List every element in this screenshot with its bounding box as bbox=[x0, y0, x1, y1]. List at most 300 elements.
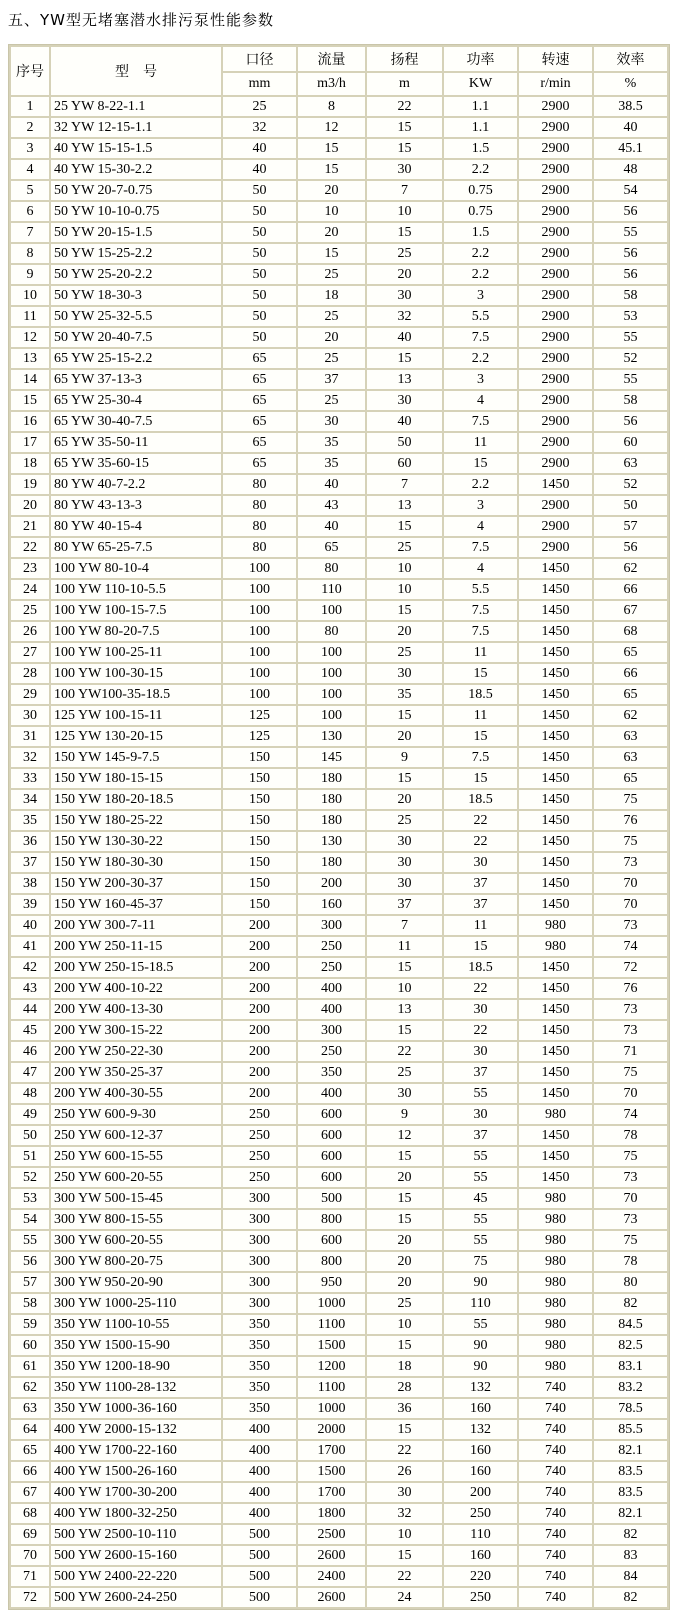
cell-model: 150 YW 160-45-37 bbox=[51, 895, 221, 914]
cell-model: 65 YW 25-30-4 bbox=[51, 391, 221, 410]
cell-flow: 2000 bbox=[298, 1420, 365, 1439]
cell-power: 0.75 bbox=[444, 181, 517, 200]
table-row bbox=[11, 1315, 667, 1334]
cell-speed: 740 bbox=[519, 1420, 592, 1439]
table-row bbox=[11, 139, 667, 158]
cell-diameter: 50 bbox=[223, 286, 296, 305]
cell-flow: 15 bbox=[298, 139, 365, 158]
table-row bbox=[11, 664, 667, 683]
table-row bbox=[11, 1021, 667, 1040]
table-row bbox=[11, 1210, 667, 1229]
cell-efficiency: 60 bbox=[594, 433, 667, 452]
table-row bbox=[11, 853, 667, 872]
cell-power: 15 bbox=[444, 454, 517, 473]
cell-diameter: 500 bbox=[223, 1525, 296, 1544]
table-row bbox=[11, 958, 667, 977]
cell-head: 10 bbox=[367, 1525, 442, 1544]
cell-power: 1.5 bbox=[444, 139, 517, 158]
table-row bbox=[11, 559, 667, 578]
cell-diameter: 200 bbox=[223, 1000, 296, 1019]
cell-speed: 1450 bbox=[519, 1042, 592, 1061]
cell-efficiency: 73 bbox=[594, 1021, 667, 1040]
cell-serial: 50 bbox=[11, 1126, 49, 1145]
cell-efficiency: 55 bbox=[594, 328, 667, 347]
cell-model: 150 YW 180-20-18.5 bbox=[51, 790, 221, 809]
cell-efficiency: 72 bbox=[594, 958, 667, 977]
cell-serial: 48 bbox=[11, 1084, 49, 1103]
cell-head: 30 bbox=[367, 286, 442, 305]
cell-diameter: 400 bbox=[223, 1441, 296, 1460]
cell-speed: 1450 bbox=[519, 958, 592, 977]
cell-power: 3 bbox=[444, 370, 517, 389]
cell-diameter: 25 bbox=[223, 97, 296, 116]
table-row bbox=[11, 1525, 667, 1544]
cell-serial: 70 bbox=[11, 1546, 49, 1565]
cell-efficiency: 70 bbox=[594, 874, 667, 893]
cell-diameter: 100 bbox=[223, 643, 296, 662]
cell-efficiency: 70 bbox=[594, 1189, 667, 1208]
cell-flow: 37 bbox=[298, 370, 365, 389]
cell-model: 100 YW 80-10-4 bbox=[51, 559, 221, 578]
cell-efficiency: 73 bbox=[594, 1168, 667, 1187]
cell-efficiency: 75 bbox=[594, 790, 667, 809]
cell-power: 18.5 bbox=[444, 685, 517, 704]
cell-diameter: 150 bbox=[223, 769, 296, 788]
cell-model: 200 YW 250-15-18.5 bbox=[51, 958, 221, 977]
cell-head: 20 bbox=[367, 1252, 442, 1271]
cell-speed: 980 bbox=[519, 1231, 592, 1250]
table-row bbox=[11, 1504, 667, 1523]
cell-flow: 20 bbox=[298, 223, 365, 242]
cell-serial: 1 bbox=[11, 97, 49, 116]
col-header-flow: 流量 bbox=[298, 47, 365, 71]
cell-head: 22 bbox=[367, 1567, 442, 1586]
table-row bbox=[11, 1231, 667, 1250]
cell-speed: 2900 bbox=[519, 202, 592, 221]
cell-diameter: 80 bbox=[223, 538, 296, 557]
cell-model: 150 YW 180-30-30 bbox=[51, 853, 221, 872]
cell-efficiency: 70 bbox=[594, 895, 667, 914]
cell-serial: 54 bbox=[11, 1210, 49, 1229]
cell-model: 100 YW 100-30-15 bbox=[51, 664, 221, 683]
cell-flow: 180 bbox=[298, 790, 365, 809]
table-row bbox=[11, 433, 667, 452]
cell-speed: 1450 bbox=[519, 979, 592, 998]
cell-serial: 19 bbox=[11, 475, 49, 494]
table-row bbox=[11, 538, 667, 557]
cell-efficiency: 55 bbox=[594, 370, 667, 389]
cell-model: 150 YW 145-9-7.5 bbox=[51, 748, 221, 767]
cell-serial: 64 bbox=[11, 1420, 49, 1439]
cell-speed: 740 bbox=[519, 1483, 592, 1502]
cell-model: 100 YW 110-10-5.5 bbox=[51, 580, 221, 599]
cell-model: 300 YW 950-20-90 bbox=[51, 1273, 221, 1292]
cell-head: 20 bbox=[367, 265, 442, 284]
table-row bbox=[11, 748, 667, 767]
cell-model: 150 YW 180-15-15 bbox=[51, 769, 221, 788]
cell-model: 50 YW 10-10-0.75 bbox=[51, 202, 221, 221]
cell-head: 15 bbox=[367, 1189, 442, 1208]
cell-model: 100 YW 100-15-7.5 bbox=[51, 601, 221, 620]
cell-serial: 21 bbox=[11, 517, 49, 536]
table-row bbox=[11, 706, 667, 725]
cell-serial: 8 bbox=[11, 244, 49, 263]
cell-power: 11 bbox=[444, 433, 517, 452]
table-row bbox=[11, 517, 667, 536]
cell-head: 60 bbox=[367, 454, 442, 473]
cell-speed: 2900 bbox=[519, 328, 592, 347]
cell-efficiency: 38.5 bbox=[594, 97, 667, 116]
cell-model: 50 YW 15-25-2.2 bbox=[51, 244, 221, 263]
cell-diameter: 100 bbox=[223, 559, 296, 578]
cell-power: 15 bbox=[444, 769, 517, 788]
cell-flow: 10 bbox=[298, 202, 365, 221]
cell-flow: 25 bbox=[298, 391, 365, 410]
col-header-head: 扬程 bbox=[367, 47, 442, 71]
cell-power: 18.5 bbox=[444, 790, 517, 809]
cell-flow: 600 bbox=[298, 1231, 365, 1250]
cell-flow: 40 bbox=[298, 517, 365, 536]
cell-head: 15 bbox=[367, 223, 442, 242]
cell-model: 350 YW 1100-10-55 bbox=[51, 1315, 221, 1334]
cell-head: 15 bbox=[367, 1147, 442, 1166]
cell-flow: 1100 bbox=[298, 1315, 365, 1334]
cell-efficiency: 56 bbox=[594, 265, 667, 284]
cell-speed: 2900 bbox=[519, 286, 592, 305]
cell-efficiency: 54 bbox=[594, 181, 667, 200]
cell-head: 50 bbox=[367, 433, 442, 452]
cell-speed: 2900 bbox=[519, 391, 592, 410]
cell-model: 65 YW 35-60-15 bbox=[51, 454, 221, 473]
cell-serial: 41 bbox=[11, 937, 49, 956]
table-row bbox=[11, 643, 667, 662]
pump-performance-table bbox=[8, 44, 670, 1610]
cell-head: 15 bbox=[367, 118, 442, 137]
cell-diameter: 250 bbox=[223, 1168, 296, 1187]
cell-diameter: 200 bbox=[223, 958, 296, 977]
table-row bbox=[11, 1189, 667, 1208]
cell-efficiency: 40 bbox=[594, 118, 667, 137]
table-row bbox=[11, 1084, 667, 1103]
cell-serial: 58 bbox=[11, 1294, 49, 1313]
cell-flow: 100 bbox=[298, 601, 365, 620]
cell-flow: 18 bbox=[298, 286, 365, 305]
cell-serial: 30 bbox=[11, 706, 49, 725]
cell-serial: 22 bbox=[11, 538, 49, 557]
cell-diameter: 350 bbox=[223, 1315, 296, 1334]
cell-power: 22 bbox=[444, 979, 517, 998]
cell-model: 125 YW 130-20-15 bbox=[51, 727, 221, 746]
cell-head: 9 bbox=[367, 748, 442, 767]
cell-serial: 71 bbox=[11, 1567, 49, 1586]
cell-efficiency: 75 bbox=[594, 1231, 667, 1250]
cell-power: 160 bbox=[444, 1441, 517, 1460]
cell-flow: 145 bbox=[298, 748, 365, 767]
cell-diameter: 150 bbox=[223, 895, 296, 914]
cell-diameter: 300 bbox=[223, 1294, 296, 1313]
header-row-names bbox=[11, 47, 667, 71]
cell-diameter: 350 bbox=[223, 1399, 296, 1418]
cell-speed: 1450 bbox=[519, 727, 592, 746]
cell-power: 30 bbox=[444, 853, 517, 872]
cell-serial: 34 bbox=[11, 790, 49, 809]
cell-model: 200 YW 400-10-22 bbox=[51, 979, 221, 998]
cell-flow: 180 bbox=[298, 769, 365, 788]
cell-flow: 300 bbox=[298, 916, 365, 935]
cell-model: 40 YW 15-30-2.2 bbox=[51, 160, 221, 179]
cell-model: 350 YW 1200-18-90 bbox=[51, 1357, 221, 1376]
cell-head: 28 bbox=[367, 1378, 442, 1397]
cell-diameter: 65 bbox=[223, 370, 296, 389]
col-header-power: 功率 bbox=[444, 47, 517, 71]
cell-diameter: 500 bbox=[223, 1567, 296, 1586]
cell-serial: 2 bbox=[11, 118, 49, 137]
cell-speed: 2900 bbox=[519, 118, 592, 137]
cell-serial: 57 bbox=[11, 1273, 49, 1292]
cell-efficiency: 78 bbox=[594, 1126, 667, 1145]
cell-power: 5.5 bbox=[444, 307, 517, 326]
table-row bbox=[11, 97, 667, 116]
cell-diameter: 40 bbox=[223, 160, 296, 179]
cell-flow: 130 bbox=[298, 727, 365, 746]
table-row bbox=[11, 265, 667, 284]
table-row bbox=[11, 1588, 667, 1607]
cell-speed: 1450 bbox=[519, 811, 592, 830]
cell-speed: 980 bbox=[519, 937, 592, 956]
cell-serial: 5 bbox=[11, 181, 49, 200]
cell-diameter: 250 bbox=[223, 1126, 296, 1145]
cell-head: 10 bbox=[367, 202, 442, 221]
cell-head: 13 bbox=[367, 1000, 442, 1019]
cell-serial: 9 bbox=[11, 265, 49, 284]
cell-serial: 15 bbox=[11, 391, 49, 410]
cell-serial: 39 bbox=[11, 895, 49, 914]
cell-speed: 2900 bbox=[519, 307, 592, 326]
cell-speed: 2900 bbox=[519, 97, 592, 116]
cell-serial: 51 bbox=[11, 1147, 49, 1166]
cell-diameter: 150 bbox=[223, 811, 296, 830]
cell-diameter: 200 bbox=[223, 937, 296, 956]
cell-model: 80 YW 43-13-3 bbox=[51, 496, 221, 515]
cell-head: 32 bbox=[367, 1504, 442, 1523]
cell-flow: 8 bbox=[298, 97, 365, 116]
cell-diameter: 50 bbox=[223, 307, 296, 326]
cell-diameter: 80 bbox=[223, 496, 296, 515]
cell-flow: 100 bbox=[298, 664, 365, 683]
cell-head: 7 bbox=[367, 181, 442, 200]
cell-head: 15 bbox=[367, 349, 442, 368]
cell-diameter: 125 bbox=[223, 727, 296, 746]
table-row bbox=[11, 1462, 667, 1481]
cell-flow: 950 bbox=[298, 1273, 365, 1292]
cell-head: 15 bbox=[367, 1546, 442, 1565]
col-header-speed: 转速 bbox=[519, 47, 592, 71]
cell-efficiency: 75 bbox=[594, 832, 667, 851]
cell-efficiency: 73 bbox=[594, 1210, 667, 1229]
cell-serial: 38 bbox=[11, 874, 49, 893]
cell-model: 500 YW 2400-22-220 bbox=[51, 1567, 221, 1586]
cell-diameter: 50 bbox=[223, 244, 296, 263]
cell-head: 12 bbox=[367, 1126, 442, 1145]
cell-head: 15 bbox=[367, 1336, 442, 1355]
cell-efficiency: 84 bbox=[594, 1567, 667, 1586]
cell-diameter: 300 bbox=[223, 1252, 296, 1271]
cell-diameter: 300 bbox=[223, 1189, 296, 1208]
table-row bbox=[11, 412, 667, 431]
cell-speed: 2900 bbox=[519, 265, 592, 284]
cell-model: 50 YW 18-30-3 bbox=[51, 286, 221, 305]
cell-diameter: 50 bbox=[223, 328, 296, 347]
cell-power: 55 bbox=[444, 1168, 517, 1187]
cell-flow: 1500 bbox=[298, 1462, 365, 1481]
cell-model: 200 YW 250-11-15 bbox=[51, 937, 221, 956]
cell-power: 110 bbox=[444, 1294, 517, 1313]
cell-flow: 12 bbox=[298, 118, 365, 137]
cell-speed: 1450 bbox=[519, 832, 592, 851]
cell-efficiency: 76 bbox=[594, 979, 667, 998]
cell-model: 150 YW 180-25-22 bbox=[51, 811, 221, 830]
cell-power: 4 bbox=[444, 559, 517, 578]
cell-model: 300 YW 500-15-45 bbox=[51, 1189, 221, 1208]
cell-speed: 2900 bbox=[519, 139, 592, 158]
cell-flow: 1800 bbox=[298, 1504, 365, 1523]
cell-head: 36 bbox=[367, 1399, 442, 1418]
cell-diameter: 40 bbox=[223, 139, 296, 158]
cell-efficiency: 83 bbox=[594, 1546, 667, 1565]
cell-power: 55 bbox=[444, 1315, 517, 1334]
table-row bbox=[11, 622, 667, 641]
cell-diameter: 65 bbox=[223, 454, 296, 473]
cell-power: 160 bbox=[444, 1399, 517, 1418]
cell-serial: 17 bbox=[11, 433, 49, 452]
table-row bbox=[11, 1378, 667, 1397]
cell-serial: 18 bbox=[11, 454, 49, 473]
table-row bbox=[11, 1126, 667, 1145]
cell-flow: 80 bbox=[298, 622, 365, 641]
cell-model: 32 YW 12-15-1.1 bbox=[51, 118, 221, 137]
cell-diameter: 400 bbox=[223, 1420, 296, 1439]
cell-diameter: 150 bbox=[223, 748, 296, 767]
cell-model: 50 YW 25-32-5.5 bbox=[51, 307, 221, 326]
cell-efficiency: 52 bbox=[594, 475, 667, 494]
cell-head: 22 bbox=[367, 97, 442, 116]
cell-efficiency: 76 bbox=[594, 811, 667, 830]
cell-head: 10 bbox=[367, 580, 442, 599]
cell-power: 7.5 bbox=[444, 412, 517, 431]
table-row bbox=[11, 1105, 667, 1124]
table-row bbox=[11, 580, 667, 599]
cell-head: 18 bbox=[367, 1357, 442, 1376]
cell-head: 10 bbox=[367, 1315, 442, 1334]
cell-speed: 1450 bbox=[519, 601, 592, 620]
cell-head: 30 bbox=[367, 874, 442, 893]
cell-power: 3 bbox=[444, 286, 517, 305]
cell-diameter: 350 bbox=[223, 1357, 296, 1376]
cell-flow: 40 bbox=[298, 475, 365, 494]
cell-power: 15 bbox=[444, 664, 517, 683]
cell-head: 20 bbox=[367, 622, 442, 641]
cell-model: 350 YW 1100-28-132 bbox=[51, 1378, 221, 1397]
cell-serial: 31 bbox=[11, 727, 49, 746]
cell-model: 300 YW 800-15-55 bbox=[51, 1210, 221, 1229]
cell-model: 200 YW 300-15-22 bbox=[51, 1021, 221, 1040]
col-header-diameter: 口径 bbox=[223, 47, 296, 71]
cell-head: 11 bbox=[367, 937, 442, 956]
cell-power: 55 bbox=[444, 1231, 517, 1250]
cell-diameter: 200 bbox=[223, 916, 296, 935]
cell-head: 15 bbox=[367, 958, 442, 977]
cell-serial: 24 bbox=[11, 580, 49, 599]
table-row bbox=[11, 181, 667, 200]
cell-diameter: 200 bbox=[223, 1084, 296, 1103]
col-header-efficiency: 效率 bbox=[594, 47, 667, 71]
cell-serial: 44 bbox=[11, 1000, 49, 1019]
cell-flow: 20 bbox=[298, 181, 365, 200]
cell-head: 25 bbox=[367, 1063, 442, 1082]
table-row bbox=[11, 391, 667, 410]
cell-model: 50 YW 20-7-0.75 bbox=[51, 181, 221, 200]
cell-speed: 740 bbox=[519, 1462, 592, 1481]
cell-model: 400 YW 1500-26-160 bbox=[51, 1462, 221, 1481]
cell-head: 22 bbox=[367, 1042, 442, 1061]
table-row bbox=[11, 307, 667, 326]
cell-head: 30 bbox=[367, 391, 442, 410]
cell-speed: 2900 bbox=[519, 538, 592, 557]
cell-model: 500 YW 2500-10-110 bbox=[51, 1525, 221, 1544]
cell-serial: 52 bbox=[11, 1168, 49, 1187]
cell-diameter: 350 bbox=[223, 1378, 296, 1397]
cell-serial: 6 bbox=[11, 202, 49, 221]
cell-efficiency: 82 bbox=[594, 1525, 667, 1544]
table-row bbox=[11, 1420, 667, 1439]
cell-flow: 250 bbox=[298, 937, 365, 956]
cell-efficiency: 84.5 bbox=[594, 1315, 667, 1334]
cell-serial: 14 bbox=[11, 370, 49, 389]
cell-efficiency: 82 bbox=[594, 1294, 667, 1313]
cell-head: 7 bbox=[367, 475, 442, 494]
cell-efficiency: 67 bbox=[594, 601, 667, 620]
cell-head: 20 bbox=[367, 790, 442, 809]
table-row bbox=[11, 1000, 667, 1019]
cell-power: 45 bbox=[444, 1189, 517, 1208]
cell-serial: 11 bbox=[11, 307, 49, 326]
cell-speed: 1450 bbox=[519, 895, 592, 914]
cell-diameter: 65 bbox=[223, 349, 296, 368]
cell-flow: 350 bbox=[298, 1063, 365, 1082]
cell-head: 24 bbox=[367, 1588, 442, 1607]
cell-serial: 62 bbox=[11, 1378, 49, 1397]
cell-flow: 400 bbox=[298, 979, 365, 998]
cell-diameter: 50 bbox=[223, 202, 296, 221]
cell-model: 250 YW 600-9-30 bbox=[51, 1105, 221, 1124]
cell-speed: 980 bbox=[519, 1336, 592, 1355]
cell-speed: 1450 bbox=[519, 580, 592, 599]
cell-speed: 2900 bbox=[519, 496, 592, 515]
cell-flow: 15 bbox=[298, 244, 365, 263]
cell-serial: 59 bbox=[11, 1315, 49, 1334]
cell-power: 37 bbox=[444, 895, 517, 914]
col-header-serial: 序号 bbox=[11, 47, 49, 95]
cell-serial: 28 bbox=[11, 664, 49, 683]
cell-head: 37 bbox=[367, 895, 442, 914]
cell-power: 5.5 bbox=[444, 580, 517, 599]
cell-flow: 600 bbox=[298, 1126, 365, 1145]
cell-flow: 800 bbox=[298, 1252, 365, 1271]
cell-power: 4 bbox=[444, 517, 517, 536]
table-row bbox=[11, 496, 667, 515]
cell-model: 50 YW 20-40-7.5 bbox=[51, 328, 221, 347]
cell-head: 30 bbox=[367, 1483, 442, 1502]
